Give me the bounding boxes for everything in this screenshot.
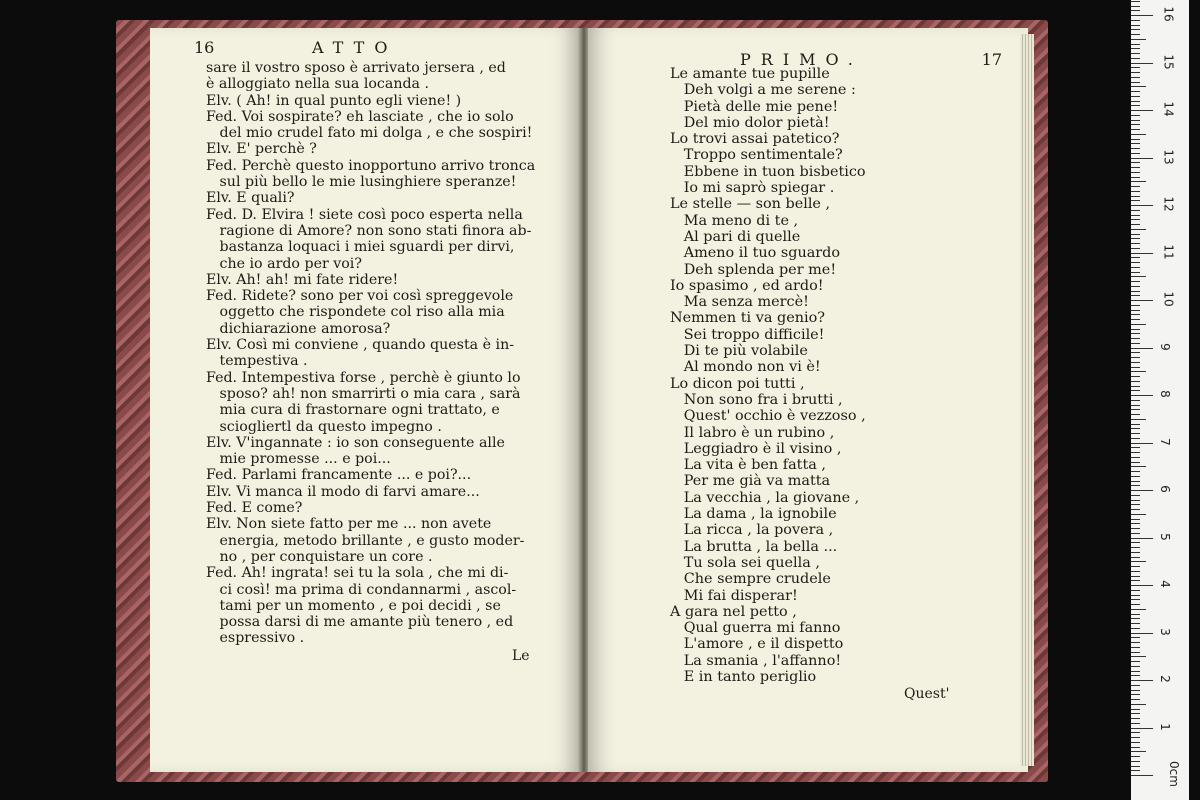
text-line: Fed. Ah! ingrata! sei tu la sola , che mi di- <box>206 565 509 582</box>
text-line: Leggiadro è il visino , <box>670 440 842 457</box>
ruler-tick <box>1131 267 1140 268</box>
text-line: E in tanto periglio <box>670 668 817 685</box>
text-line: Deh volgi a me serene : <box>670 82 856 99</box>
ruler-number: 9 <box>1157 342 1172 351</box>
text-line: mia cura di frastornare ogni trattato, e <box>206 402 500 419</box>
text-line: Troppo sentimentale? <box>670 147 843 164</box>
ruler-tick <box>1131 96 1140 97</box>
ruler-tick <box>1131 371 1146 372</box>
ruler-tick <box>1131 143 1140 144</box>
ruler-tick <box>1131 281 1140 282</box>
text-line: La dama , la ignobile <box>670 506 837 523</box>
ruler-tick <box>1131 376 1140 377</box>
text-line: Di te più volabile <box>670 343 808 360</box>
ruler-tick <box>1131 462 1140 463</box>
ruler-tick <box>1131 1 1140 2</box>
ruler-tick <box>1131 158 1153 159</box>
ruler-tick <box>1131 110 1153 111</box>
ruler-tick <box>1131 409 1140 410</box>
ruler-number: 10 <box>1161 291 1176 307</box>
text-line: Lo trovi assai patetico? <box>670 131 840 148</box>
ruler-tick <box>1131 357 1140 358</box>
text-line: Sei troppo difficile! <box>670 326 825 343</box>
ruler-number: 8 <box>1157 390 1172 398</box>
ruler-tick <box>1131 457 1140 458</box>
ruler-tick <box>1131 414 1140 415</box>
ruler-tick <box>1131 229 1146 230</box>
ruler-tick <box>1131 647 1140 648</box>
ruler-tick <box>1131 509 1140 510</box>
ruler-tick <box>1131 348 1153 349</box>
ruler-tick <box>1131 732 1140 733</box>
ruler-tick <box>1131 215 1140 216</box>
ruler-number: 3 <box>1157 627 1172 636</box>
text-line: Ma meno di te , <box>670 212 799 229</box>
ruler-tick <box>1131 566 1140 567</box>
ruler-tick <box>1131 770 1140 771</box>
ruler-tick <box>1131 514 1146 515</box>
text-line: Mi fai disperar! <box>670 587 798 604</box>
ruler-number: 7 <box>1157 437 1172 446</box>
ruler-tick <box>1131 742 1140 743</box>
ruler-tick <box>1131 367 1140 368</box>
ruler-tick <box>1131 614 1140 615</box>
ruler-tick <box>1131 490 1153 491</box>
ruler-tick <box>1131 756 1140 757</box>
measuring-ruler <box>1131 0 1189 800</box>
ruler-tick <box>1131 200 1140 201</box>
ruler-tick <box>1131 262 1140 263</box>
right-catchword: Quest' <box>904 686 950 702</box>
ruler-tick <box>1131 205 1153 206</box>
ruler-tick <box>1131 623 1140 624</box>
ruler-tick <box>1131 105 1140 106</box>
ruler-tick <box>1131 91 1140 92</box>
ruler-tick <box>1131 338 1140 339</box>
ruler-tick <box>1131 86 1146 87</box>
text-line: Io mi saprò spiegar . <box>670 180 835 197</box>
text-line: Il labro è un rubino , <box>670 424 835 441</box>
text-line: oggetto che rispondete col riso alla mia <box>206 304 505 321</box>
ruler-tick <box>1131 547 1140 548</box>
text-line: ci così! ma prima di condannarmi , ascol- <box>206 581 517 598</box>
text-line: Per me già va matta <box>670 473 831 490</box>
text-line: Pietà delle mie pene! <box>670 98 839 115</box>
ruler-tick <box>1131 120 1140 121</box>
ruler-tick <box>1131 747 1140 748</box>
text-line: Ma senza mercè! <box>670 294 809 311</box>
ruler-tick <box>1131 276 1146 277</box>
text-line: Fed. Intempestiva forse , perchè è giunto lo <box>206 369 521 386</box>
ruler-tick <box>1131 15 1153 16</box>
ruler-tick <box>1131 552 1140 553</box>
ruler-tick <box>1131 386 1140 387</box>
ruler-tick <box>1131 538 1153 539</box>
ruler-tick <box>1131 642 1140 643</box>
ruler-tick <box>1131 718 1140 719</box>
ruler-tick <box>1131 134 1146 135</box>
text-line: Elv. E quali? <box>206 190 295 207</box>
ruler-tick <box>1131 405 1140 406</box>
ruler-tick <box>1131 53 1140 54</box>
text-line: Del mio dolor pietà! <box>670 114 830 131</box>
text-line: energia, metodo brillante , e gusto moder- <box>206 532 525 549</box>
ruler-tick <box>1131 210 1140 211</box>
text-line: tempestiva . <box>206 353 308 370</box>
text-line: Fed. Voi sospirate? eh lasciate , che io solo <box>206 108 514 125</box>
ruler-tick <box>1131 737 1140 738</box>
text-line: del mio crudel fato mi dolga , e che sospiri! <box>206 125 533 142</box>
ruler-tick <box>1131 561 1146 562</box>
ruler-tick <box>1131 628 1140 629</box>
text-line: sciogliertl da questo impegno . <box>206 418 442 435</box>
text-line: La smania , l'affanno! <box>670 652 842 669</box>
ruler-tick <box>1131 595 1140 596</box>
ruler-tick <box>1131 324 1146 325</box>
ruler-tick <box>1131 685 1140 686</box>
ruler-number: 2 <box>1157 675 1172 683</box>
text-line: Fed. E come? <box>206 500 303 517</box>
ruler-tick <box>1131 153 1140 154</box>
ruler-tick <box>1131 238 1140 239</box>
ruler-tick <box>1131 424 1140 425</box>
ruler-tick <box>1131 723 1140 724</box>
ruler-tick <box>1131 34 1140 35</box>
ruler-tick <box>1131 257 1140 258</box>
ruler-tick <box>1131 319 1140 320</box>
ruler-tick <box>1131 44 1140 45</box>
ruler-tick <box>1131 666 1140 667</box>
text-line: La ricca , la povera , <box>670 522 834 539</box>
ruler-tick <box>1131 196 1140 197</box>
ruler-tick <box>1131 300 1153 301</box>
text-line: sposo? ah! non smarrirti o mia cara , sarà <box>206 385 521 402</box>
ruler-tick <box>1131 419 1146 420</box>
ruler-tick <box>1131 500 1140 501</box>
ruler-tick <box>1131 699 1140 700</box>
ruler-tick <box>1131 67 1140 68</box>
ruler-tick <box>1131 675 1140 676</box>
ruler-tick <box>1131 186 1140 187</box>
ruler-tick <box>1131 775 1153 776</box>
text-line: A gara nel petto , <box>670 603 797 620</box>
page-edges <box>1020 34 1034 766</box>
ruler-tick <box>1131 618 1140 619</box>
text-line: Non sono fra i brutti , <box>670 391 843 408</box>
ruler-tick <box>1131 219 1140 220</box>
ruler-tick <box>1131 637 1140 638</box>
ruler-tick <box>1131 48 1140 49</box>
ruler-number: 6 <box>1157 485 1172 493</box>
ruler-tick <box>1131 381 1140 382</box>
ruler-tick <box>1131 139 1140 140</box>
ruler-tick <box>1131 519 1140 520</box>
text-line: La vita è ben fatta , <box>670 457 826 474</box>
ruler-tick <box>1131 633 1153 634</box>
ruler-tick <box>1131 191 1140 192</box>
ruler-tick <box>1131 224 1140 225</box>
text-line: ragione di Amore? non sono stati finora ab- <box>206 222 532 239</box>
text-line: Che sempre crudele <box>670 571 831 588</box>
ruler-tick <box>1131 181 1146 182</box>
ruler-number: 1 <box>1157 722 1172 731</box>
ruler-tick <box>1131 29 1140 30</box>
ruler-tick <box>1131 713 1140 714</box>
ruler-tick <box>1131 751 1146 752</box>
text-line: dichiarazione amorosa? <box>206 320 391 337</box>
ruler-tick <box>1131 6 1140 7</box>
ruler-tick <box>1131 295 1140 296</box>
ruler-number: 4 <box>1157 580 1172 588</box>
text-line: Fed. Perchè questo inopportuno arrivo tronca <box>206 157 536 174</box>
text-line: Elv. Non siete fatto per me ... non avete <box>206 516 492 533</box>
ruler-tick <box>1131 58 1140 59</box>
text-line: La vecchia , la giovane , <box>670 489 860 506</box>
ruler-number: 11 <box>1161 243 1176 260</box>
ruler-tick <box>1131 652 1140 653</box>
ruler-tick <box>1131 310 1140 311</box>
text-line: Lo dicon poi tutti , <box>670 375 805 392</box>
ruler-tick <box>1131 523 1140 524</box>
text-line: sare il vostro sposo è arrivato jersera , ed <box>206 60 506 76</box>
ruler-tick <box>1131 162 1140 163</box>
ruler-tick <box>1131 438 1140 439</box>
ruler-tick <box>1131 452 1140 453</box>
text-line: Qual guerra mi fanno <box>670 620 841 637</box>
text-line: Io spasimo , ed ardo! <box>670 277 824 294</box>
ruler-tick <box>1131 167 1140 168</box>
text-line: espressivo . <box>206 630 305 647</box>
left-running-head <box>194 36 562 60</box>
ruler-tick <box>1131 305 1140 306</box>
ruler-tick <box>1131 20 1140 21</box>
ruler-tick <box>1131 314 1140 315</box>
text-line: Quest' occhio è vezzoso , <box>670 408 866 425</box>
text-line: Fed. Parlami francamente ... e poi?... <box>206 467 472 484</box>
ruler-tick <box>1131 694 1140 695</box>
ruler-unit-label: 0cm <box>1166 761 1181 787</box>
ruler-tick <box>1131 63 1153 64</box>
text-line: sul più bello le mie lusinghiere speranze! <box>206 174 517 191</box>
left-page <box>150 28 580 772</box>
text-line: tami per un momento , e poi decidi , se <box>206 597 501 614</box>
ruler-tick <box>1131 343 1140 344</box>
ruler-tick <box>1131 466 1146 467</box>
text-line: Ebbene in tuon bisbetico <box>670 163 866 180</box>
ruler-tick <box>1131 476 1140 477</box>
ruler-tick <box>1131 82 1140 83</box>
text-line: è alloggiato nella sua locanda . <box>206 76 430 93</box>
ruler-tick <box>1131 661 1140 662</box>
ruler-tick <box>1131 709 1140 710</box>
text-line: no , per conquistare un core . <box>206 548 433 565</box>
ruler-tick <box>1131 656 1146 657</box>
ruler-tick <box>1131 234 1140 235</box>
ruler-number: 14 <box>1161 101 1176 117</box>
text-line: Elv. ( Ah! in qual punto egli viene! ) <box>206 92 462 109</box>
ruler-tick <box>1131 590 1140 591</box>
text-line: Fed. D. Elvira ! siete così poco esperta nella <box>206 206 523 223</box>
ruler-tick <box>1131 481 1140 482</box>
ruler-number: 5 <box>1157 532 1172 541</box>
text-line: Elv. Vi manca il modo di farvi amare... <box>206 483 480 500</box>
text-line: Elv. V'ingannate : io son conseguente alle <box>206 434 505 451</box>
ruler-tick <box>1131 728 1153 729</box>
ruler-tick <box>1131 471 1140 472</box>
text-line: Al mondo non vi è! <box>670 359 821 376</box>
ruler-tick <box>1131 148 1140 149</box>
text-line: Ameno il tuo sguardo <box>670 245 841 262</box>
text-line: possa darsi di me amante più tenero , ed <box>206 614 514 631</box>
ruler-tick <box>1131 25 1140 26</box>
left-catchword: Le <box>512 648 530 664</box>
ruler-tick <box>1131 585 1153 586</box>
ruler-tick <box>1131 680 1153 681</box>
ruler-tick <box>1131 115 1140 116</box>
text-line: bastanza loquaci i miei sguardi per dirvi, <box>206 239 515 256</box>
ruler-tick <box>1131 172 1140 173</box>
text-line: La brutta , la bella ... <box>670 538 838 555</box>
ruler-number: 12 <box>1161 196 1176 212</box>
text-line: mie promesse ... e poi... <box>206 451 391 468</box>
text-line: Le amante tue pupille <box>670 66 830 82</box>
ruler-tick <box>1131 333 1140 334</box>
ruler-tick <box>1131 395 1153 396</box>
ruler-tick <box>1131 177 1140 178</box>
ruler-number: 16 <box>1161 6 1176 22</box>
ruler-tick <box>1131 542 1140 543</box>
ruler-tick <box>1131 576 1140 577</box>
ruler-tick <box>1131 604 1140 605</box>
ruler-tick <box>1131 428 1140 429</box>
right-page-text <box>670 66 968 685</box>
text-line: Le stelle — son belle , <box>670 196 831 213</box>
text-line: Tu sola sei quella , <box>670 554 820 571</box>
ruler-tick <box>1131 124 1140 125</box>
ruler-tick <box>1131 690 1140 691</box>
ruler-tick <box>1131 400 1140 401</box>
ruler-tick <box>1131 609 1146 610</box>
left-head-title: ATTO <box>312 38 398 57</box>
text-line: Fed. Ridete? sono per voi così spreggevole <box>206 288 514 305</box>
ruler-tick <box>1131 129 1140 130</box>
ruler-number: 15 <box>1161 53 1176 70</box>
text-line: Elv. Così mi conviene , quando questa è in- <box>206 337 514 354</box>
ruler-tick <box>1131 286 1140 287</box>
ruler-tick <box>1131 528 1140 529</box>
left-page-number: 16 <box>194 38 215 57</box>
text-line: Elv. E' perchè ? <box>206 141 317 158</box>
right-page-number: 17 <box>981 50 1002 69</box>
ruler-tick <box>1131 101 1140 102</box>
ruler-number: 13 <box>1161 148 1176 165</box>
ruler-tick <box>1131 495 1140 496</box>
text-line: Al pari di quelle <box>670 228 801 245</box>
ruler-tick <box>1131 671 1140 672</box>
ruler-tick <box>1131 77 1140 78</box>
ruler-tick <box>1131 72 1140 73</box>
ruler-tick <box>1131 329 1140 330</box>
ruler-tick <box>1131 243 1140 244</box>
ruler-tick <box>1131 533 1140 534</box>
ruler-tick <box>1131 704 1146 705</box>
ruler-tick <box>1131 599 1140 600</box>
right-running-head <box>670 36 1002 69</box>
ruler-tick <box>1131 39 1146 40</box>
ruler-tick <box>1131 291 1140 292</box>
ruler-tick <box>1131 248 1140 249</box>
text-line: Nemmen ti va genio? <box>670 310 825 327</box>
ruler-tick <box>1131 390 1140 391</box>
right-head-title: PRIMO. <box>740 50 863 69</box>
text-line: che io ardo per voi? <box>206 255 362 272</box>
ruler-tick <box>1131 557 1140 558</box>
ruler-tick <box>1131 352 1140 353</box>
ruler-tick <box>1131 504 1140 505</box>
text-line: L'amore , e il dispetto <box>670 636 844 653</box>
ruler-tick <box>1131 761 1140 762</box>
ruler-tick <box>1131 571 1140 572</box>
ruler-tick <box>1131 766 1140 767</box>
text-line: Elv. Ah! ah! mi fate ridere! <box>206 271 399 288</box>
left-page-text <box>206 60 562 647</box>
ruler-tick <box>1131 485 1140 486</box>
right-page <box>588 28 1028 772</box>
ruler-tick <box>1131 362 1140 363</box>
text-line: Deh splenda per me! <box>670 261 837 278</box>
ruler-tick <box>1131 443 1153 444</box>
ruler-tick <box>1131 447 1140 448</box>
ruler-tick <box>1131 433 1140 434</box>
ruler-tick <box>1131 10 1140 11</box>
ruler-tick <box>1131 253 1153 254</box>
ruler-tick <box>1131 272 1140 273</box>
ruler-tick <box>1131 580 1140 581</box>
